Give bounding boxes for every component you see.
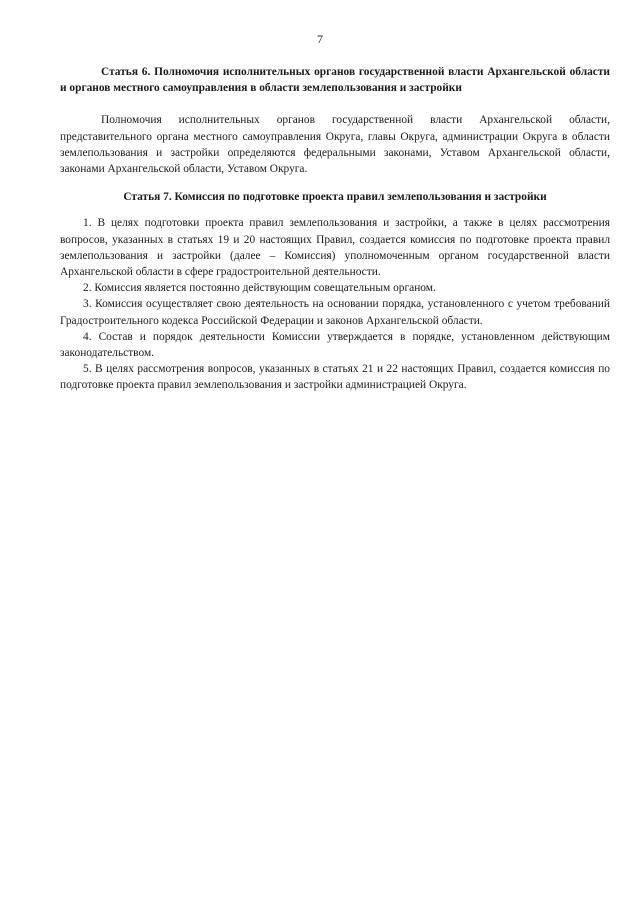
article-7-heading: Статья 7. Комиссия по подготовке проекта правил землепользования и застройки — [123, 191, 547, 204]
article-7-item-3: 3. Комиссия осуществляет свою деятельность на основании порядка, установленного с учетом требований Градостроительного кодекса Российской Федерации и законов Архангельской области. — [60, 298, 610, 327]
article-7-item-2: 2. Комиссия является постоянно действующим совещательным органом. — [83, 282, 436, 295]
article-7-item-4: 4. Состав и порядок деятельности Комиссии утверждается в порядке, установленном действующим законодательством. — [60, 330, 610, 360]
article-7-item-1: 1. В целях подготовки проекта правил землепользования и застройки, а также в целях рассмотрения вопросов, указанных в статьях 19 и 20 настоящих Правил, создается комиссия по подготовке проекта правил землепользования и застройки (далее – Комиссия) уполномоченным органом государственной власти Архангельской области в сфере градостроительной деятельности. — [60, 217, 610, 279]
page-number: 7 — [317, 32, 323, 46]
article-6-heading: Статья 6. Полномочия исполнительных органов государственной власти Архангельской области и органов местного самоуправления в области землепользования и застройки — [60, 66, 610, 95]
document-content — [60, 64, 610, 394]
article-7-item-5: 5. В целях рассмотрения вопросов, указанных в статьях 21 и 22 настоящих Правил, создается комиссия по подготовке проекта правил землепользования и застройки администрацией Округа. — [60, 363, 610, 392]
article-6-paragraph: Полномочия исполнительных органов государственной власти Архангельской области, представительного органа местного самоуправления Округа, главы Округа, администрации Округа в области землепользования и застройки определяются федеральными законами, Уставом Архангельской области, законами Архангельской области, Уставом Округа. — [60, 114, 610, 176]
